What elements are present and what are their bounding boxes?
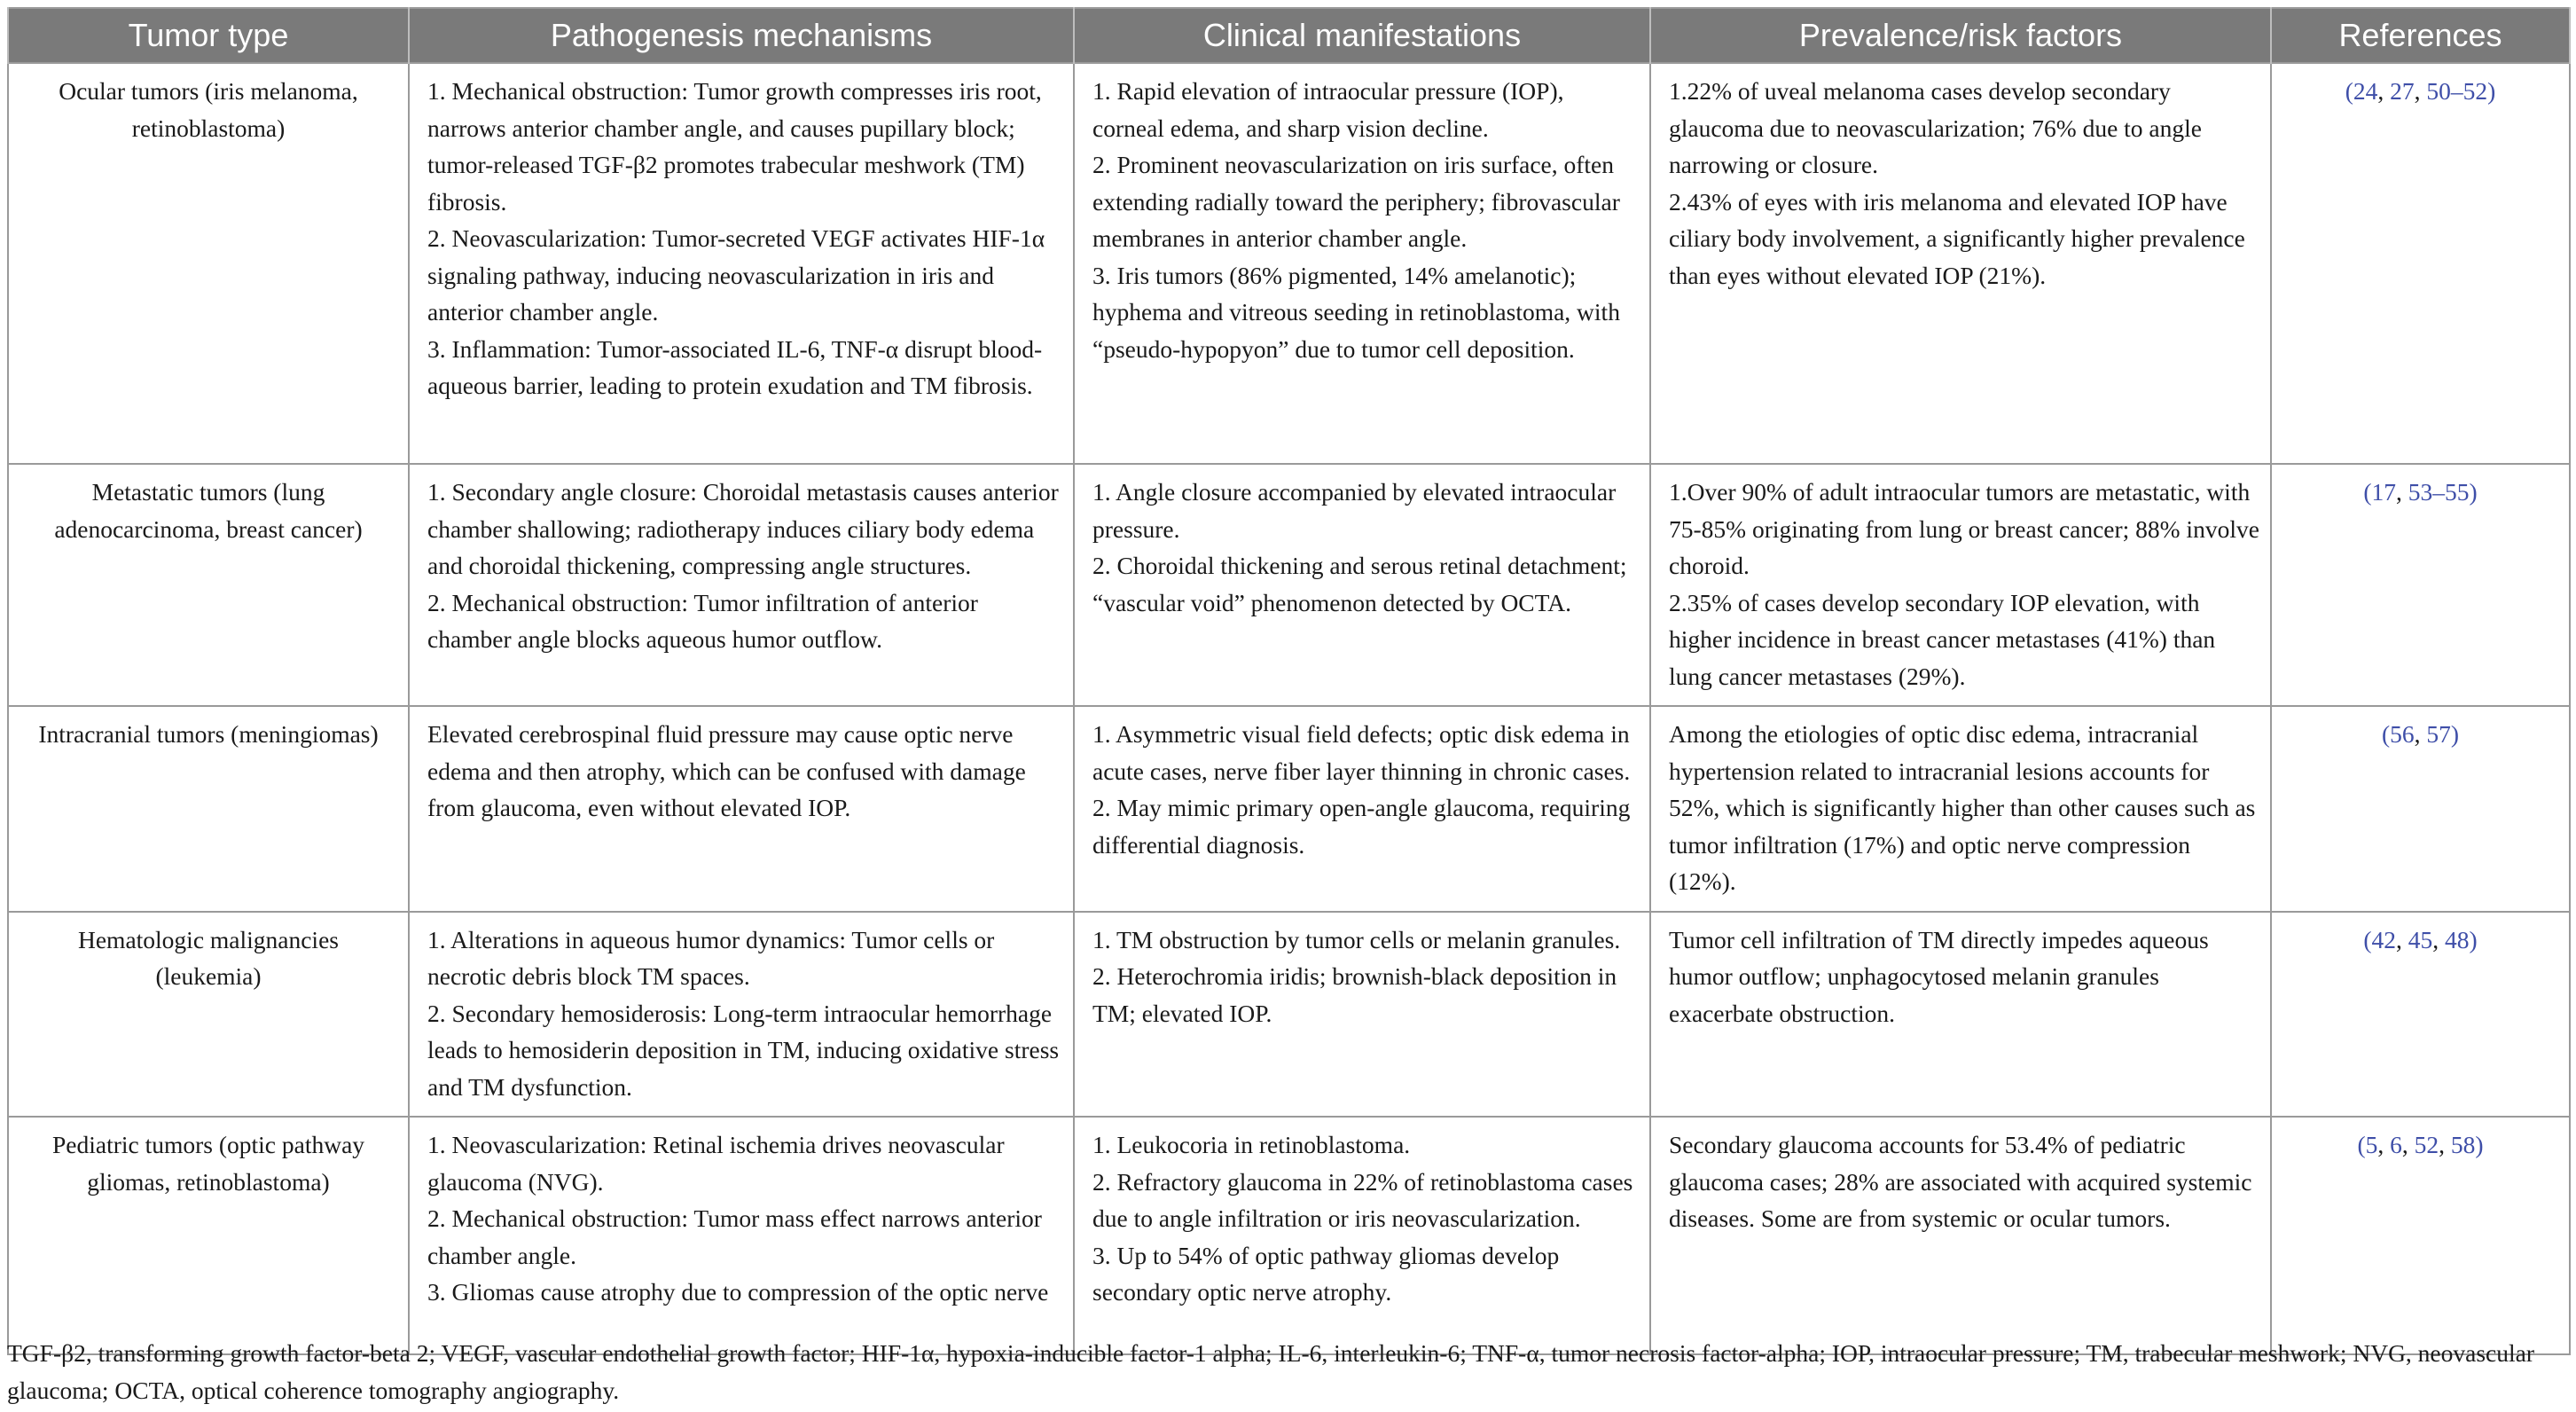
pathogenesis-item: 3. Gliomas cause atrophy due to compression of the optic nerve [427, 1278, 1049, 1306]
tumor-type-cell: Ocular tumors (iris melanoma, retinoblastoma) [8, 63, 409, 464]
ref-paren-close: ) [2475, 1131, 2484, 1158]
reference-link[interactable]: 48 [2445, 925, 2470, 953]
reference-link[interactable]: 27 [2390, 77, 2415, 105]
ref-paren-close: ) [2487, 77, 2496, 105]
table-row [8, 912, 2570, 1118]
pathogenesis-item: 1. Mechanical obstruction: Tumor growth compresses iris root, narrows anterior chamber angle, and causes pupillary block; tumor-released TGF-β2 promotes trabecular meshwork (TM) fibrosis. [427, 77, 1042, 216]
prevalence-item: 2.43% of eyes with iris melanoma and elevated IOP have ciliary body involvement, a significantly higher prevalence than eyes without elevated IOP (21%). [1669, 187, 2245, 289]
table-body [8, 63, 2570, 1354]
reference-link[interactable]: 42 [2371, 925, 2396, 953]
pathogenesis-cell [409, 63, 1074, 464]
tumor-type-cell: Hematologic malignancies (leukemia) [8, 912, 409, 1118]
ref-separator: , [2414, 720, 2427, 748]
header-clinical: Clinical manifestations [1074, 8, 1650, 63]
pathogenesis-item: 1. Neovascularization: Retinal ischemia drives neovascular glaucoma (NVG). [427, 1131, 1005, 1196]
tumor-type-cell: Pediatric tumors (optic pathway gliomas, retinoblastoma) [8, 1117, 409, 1354]
table-row [8, 1117, 2570, 1354]
clinical-item: 2. Refractory glaucoma in 22% of retinoblastoma cases due to angle infiltration or iris neovascularization. [1092, 1167, 1633, 1232]
table-footnote: TGF-β2, transforming growth factor-beta 2; VEGF, vascular endothelial growth factor; HIF-1α, hypoxia-inducible factor-1 alpha; IL-6, interleukin-6; TNF-α, tumor necrosis factor-alpha; IOP, intraocular pressure; TM, trabecular meshwork; NVG, neovascular glaucoma; OCTA, optical coherence tomography angiography. [7, 1339, 2535, 1404]
ref-separator: , [2396, 478, 2408, 506]
clinical-item: 2. Heterochromia iridis; brownish-black deposition in TM; elevated IOP. [1092, 962, 1617, 1027]
ref-separator: , [2377, 77, 2391, 105]
ref-separator: , [2401, 1131, 2415, 1158]
reference-link[interactable]: 53–55 [2408, 478, 2470, 506]
clinical-cell [1074, 1117, 1650, 1354]
clinical-item: 3. Up to 54% of optic pathway gliomas develop secondary optic nerve atrophy. [1092, 1241, 1560, 1306]
prevalence-item: Among the etiologies of optic disc edema, intracranial hypertension related to intracranial lesions accounts for 52%, which is significantly higher than other causes such as tumor infiltration (17%) and optic nerve compression (12%). [1669, 720, 2256, 895]
prevalence-item: Secondary glaucoma accounts for 53.4% of pediatric glaucoma cases; 28% are associated with acquired systemic diseases. Some are from systemic or ocular tumors. [1669, 1131, 2252, 1232]
reference-link[interactable]: 17 [2371, 478, 2396, 506]
ref-separator: , [2439, 1131, 2451, 1158]
prevalence-cell [1650, 912, 2271, 1118]
prevalence-cell [1650, 706, 2271, 912]
references-cell [2271, 912, 2570, 1118]
references-cell [2271, 464, 2570, 706]
pathogenesis-cell [409, 464, 1074, 706]
references-cell [2271, 706, 2570, 912]
clinical-item: 1. Asymmetric visual field defects; optic disk edema in acute cases, nerve fiber layer thinning in chronic cases. [1092, 720, 1631, 785]
tumor-type-cell: Metastatic tumors (lung adenocarcinoma, breast cancer) [8, 464, 409, 706]
reference-link[interactable]: 56 [2390, 720, 2415, 748]
clinical-item: 1. Rapid elevation of intraocular pressure (IOP), corneal edema, and sharp vision decline. [1092, 77, 1564, 142]
table-row [8, 63, 2570, 464]
tumor-type-cell: Intracranial tumors (meningiomas) [8, 706, 409, 912]
ref-paren-open: ( [2363, 925, 2372, 953]
header-pathogenesis: Pathogenesis mechanisms [409, 8, 1074, 63]
clinical-item: 3. Iris tumors (86% pigmented, 14% amelanotic); hyphema and vitreous seeding in retinoblastoma, with “pseudo-hypopyon” due to tumor cell deposition. [1092, 261, 1620, 363]
reference-link[interactable]: 24 [2353, 77, 2378, 105]
ref-separator: , [2377, 1131, 2391, 1158]
prevalence-cell [1650, 63, 2271, 464]
reference-link[interactable]: 58 [2450, 1131, 2476, 1158]
prevalence-item: 1.22% of uveal melanoma cases develop secondary glaucoma due to neovascularization; 76% due to angle narrowing or closure. [1669, 77, 2202, 178]
ref-separator: , [2396, 925, 2408, 953]
prevalence-item: Tumor cell infiltration of TM directly impedes aqueous humor outflow; unphagocytosed melanin granules exacerbate obstruction. [1669, 925, 2209, 1027]
clinical-item: 2. May mimic primary open-angle glaucoma, requiring differential diagnosis. [1092, 794, 1631, 859]
pathogenesis-cell [409, 706, 1074, 912]
header-row [8, 8, 2570, 63]
clinical-item: 2. Prominent neovascularization on iris surface, often extending radially toward the periphery; fibrovascular membranes in anterior chamber angle. [1092, 151, 1620, 252]
reference-link[interactable]: 5 [2365, 1131, 2378, 1158]
reference-link[interactable]: 57 [2426, 720, 2451, 748]
references-cell [2271, 1117, 2570, 1354]
pathogenesis-item: 2. Secondary hemosiderosis: Long-term intraocular hemorrhage leads to hemosiderin deposition in TM, inducing oxidative stress and TM dysfunction. [427, 999, 1060, 1101]
header-prevalence: Prevalence/risk factors [1650, 8, 2271, 63]
pathogenesis-item: 2. Mechanical obstruction: Tumor infiltration of anterior chamber angle blocks aqueous humor outflow. [427, 588, 978, 653]
reference-link[interactable]: 45 [2408, 925, 2433, 953]
ref-paren-close: ) [2450, 720, 2460, 748]
references-cell [2271, 63, 2570, 464]
pathogenesis-item: 1. Alterations in aqueous humor dynamics: Tumor cells or necrotic debris block TM spaces. [427, 925, 995, 990]
header-references: References [2271, 8, 2570, 63]
clinical-item: 1. TM obstruction by tumor cells or melanin granules. [1092, 925, 1621, 953]
ref-paren-open: ( [2357, 1131, 2366, 1158]
table-row [8, 464, 2570, 706]
ref-separator: , [2432, 925, 2445, 953]
reference-link[interactable]: 50–52 [2426, 77, 2488, 105]
pathogenesis-item: 1. Secondary angle closure: Choroidal metastasis causes anterior chamber shallowing; radiotherapy induces ciliary body edema and choroidal thickening, compressing angle structures. [427, 478, 1059, 579]
clinical-item: 1. Angle closure accompanied by elevated intraocular pressure. [1092, 478, 1617, 543]
tumor-glaucoma-table [7, 7, 2571, 1355]
ref-paren-open: ( [2345, 77, 2353, 105]
clinical-item: 1. Leukocoria in retinoblastoma. [1092, 1131, 1411, 1158]
pathogenesis-item: 3. Inflammation: Tumor-associated IL-6, TNF-α disrupt blood-aqueous barrier, leading to protein exudation and TM fibrosis. [427, 334, 1043, 399]
clinical-cell [1074, 63, 1650, 464]
ref-separator: , [2414, 77, 2427, 105]
reference-link[interactable]: 52 [2414, 1131, 2439, 1158]
clinical-cell [1074, 464, 1650, 706]
reference-link[interactable]: 6 [2390, 1131, 2402, 1158]
prevalence-cell [1650, 1117, 2271, 1354]
pathogenesis-item: 2. Mechanical obstruction: Tumor mass effect narrows anterior chamber angle. [427, 1204, 1042, 1269]
header-tumor-type: Tumor type [8, 8, 409, 63]
ref-paren-close: ) [2469, 925, 2478, 953]
table-container [7, 7, 2569, 1355]
clinical-item: 2. Choroidal thickening and serous retinal detachment; “vascular void” phenomenon detected by OCTA. [1092, 552, 1627, 616]
table-row [8, 706, 2570, 912]
pathogenesis-cell [409, 912, 1074, 1118]
pathogenesis-cell [409, 1117, 1074, 1354]
prevalence-item: 1.Over 90% of adult intraocular tumors are metastatic, with 75-85% originating from lung or breast cancer; 88% involve choroid. [1669, 478, 2259, 579]
table-header [8, 8, 2570, 63]
ref-paren-open: ( [2363, 478, 2372, 506]
prevalence-item: 2.35% of cases develop secondary IOP elevation, with higher incidence in breast cancer metastases (41%) than lung cancer metastases (29%). [1669, 588, 2216, 690]
ref-paren-open: ( [2381, 720, 2391, 748]
pathogenesis-item: 2. Neovascularization: Tumor-secreted VEGF activates HIF-1α signaling pathway, inducing neovascularization in iris and anterior chamber angle. [427, 224, 1045, 326]
prevalence-cell [1650, 464, 2271, 706]
clinical-cell [1074, 912, 1650, 1118]
pathogenesis-item: Elevated cerebrospinal fluid pressure may cause optic nerve edema and then atrophy, which can be confused with damage from glaucoma, even without elevated IOP. [427, 720, 1026, 821]
clinical-cell [1074, 706, 1650, 912]
ref-paren-close: ) [2469, 478, 2478, 506]
